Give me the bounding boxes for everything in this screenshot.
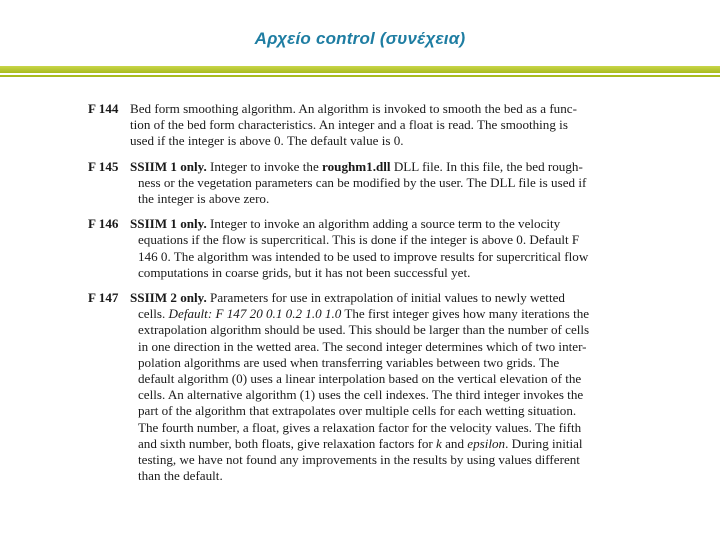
text-run: cells. An alternative algorithm (1) uses the cell indexes. The third integer invokes the [138, 387, 584, 403]
parameter-entry [88, 159, 618, 208]
description-line [130, 339, 618, 355]
title-underline-thin [0, 75, 720, 77]
text-run: equations if the flow is supercritical. This is done if the integer is above 0. Default F [138, 232, 580, 248]
title-underline-thick [0, 66, 720, 73]
text-run: Integer to invoke an algorithm adding a source term to the velocity [206, 216, 561, 232]
text-run: extrapolation algorithm should be used. This should be larger than the number of cells [138, 322, 590, 338]
description-line [130, 355, 618, 371]
description-line [130, 452, 618, 468]
text-run: computations in coarse grids, but it has not been successful yet. [138, 264, 471, 280]
description-line [130, 468, 618, 484]
parameter-entry [88, 290, 618, 484]
text-run: The fourth number, a float, gives a relaxation factor for the velocity values. The fifth [138, 419, 582, 435]
text-run: default algorithm (0) uses a linear interpolation based on the vertical elevation of the [138, 371, 582, 387]
text-run: cells. [138, 306, 169, 322]
text-run: polation algorithms are used when transferring variables between two grids. The [138, 354, 560, 370]
description-line [130, 249, 618, 265]
text-run: testing, we have not found any improvements in the results by using values different [138, 452, 580, 468]
description-line [130, 322, 618, 338]
description-line [130, 117, 618, 133]
description-line [130, 232, 618, 248]
description-line [130, 371, 618, 387]
text-run: 146 0. The algorithm was intended to be used to improve results for supercritical flow [138, 248, 589, 264]
bold-text: roughm1.dll [322, 158, 391, 174]
text-run: DLL file. In this file, the bed rough- [390, 158, 583, 174]
parameter-description [130, 216, 618, 281]
parameter-code: F 147 [88, 290, 119, 306]
text-run: Bed form smoothing algorithm. An algorithm is invoked to smooth the bed as a func- [130, 101, 577, 116]
parameter-description [130, 101, 618, 150]
parameter-description [130, 290, 618, 484]
description-line [130, 420, 618, 436]
text-run: Parameters for use in extrapolation of initial values to newly wetted [206, 290, 565, 306]
bold-text: SSIIM 2 only. [130, 290, 207, 306]
parameter-entry [88, 101, 618, 150]
parameter-code: F 144 [88, 101, 119, 116]
text-run: than the default. [138, 468, 223, 484]
text-run: tion of the bed form characteristics. An integer and a float is read. The smoothing is [130, 117, 568, 133]
parameter-code: F 145 [88, 158, 119, 174]
text-run: and [441, 435, 468, 451]
description-line [130, 175, 618, 191]
description-line [130, 101, 618, 117]
text-run: used if the integer is above 0. The default value is 0. [130, 133, 404, 149]
parameter-description [130, 159, 618, 208]
bold-text: SSIIM 1 only. [130, 158, 207, 174]
slide-title: Αρχείο control (συνέχεια) [254, 29, 466, 48]
italic-text: epsilon [467, 435, 506, 451]
description-line [130, 133, 618, 149]
description-line [130, 403, 618, 419]
italic-text: Default: F 147 20 0.1 0.2 1.0 1.0 [168, 306, 342, 322]
description-line [130, 216, 618, 232]
parameter-entry [88, 216, 618, 281]
text-run: Integer to invoke the [206, 158, 323, 174]
text-run: in one direction in the wetted area. The second integer determines which of two inter- [138, 338, 587, 354]
parameter-code: F 146 [88, 216, 119, 232]
description-line [130, 290, 618, 306]
italic-text: k [436, 435, 442, 451]
text-run: . During initial [505, 435, 583, 451]
text-run: The first integer gives how many iterations the [341, 306, 590, 322]
description-line [130, 265, 618, 281]
parameter-list [88, 101, 618, 493]
description-line [130, 306, 618, 322]
description-line [130, 387, 618, 403]
description-line [130, 436, 618, 452]
description-line [130, 159, 618, 175]
text-run: and sixth number, both floats, give relaxation factors for [138, 435, 437, 451]
bold-text: SSIIM 1 only. [130, 216, 207, 232]
text-run: part of the algorithm that extrapolates over multiple cells for each wetting situation. [138, 403, 577, 419]
text-run: ness or the vegetation parameters can be modified by the user. The DLL file is used if [138, 174, 587, 190]
description-line [130, 191, 618, 207]
text-run: the integer is above zero. [138, 191, 270, 207]
